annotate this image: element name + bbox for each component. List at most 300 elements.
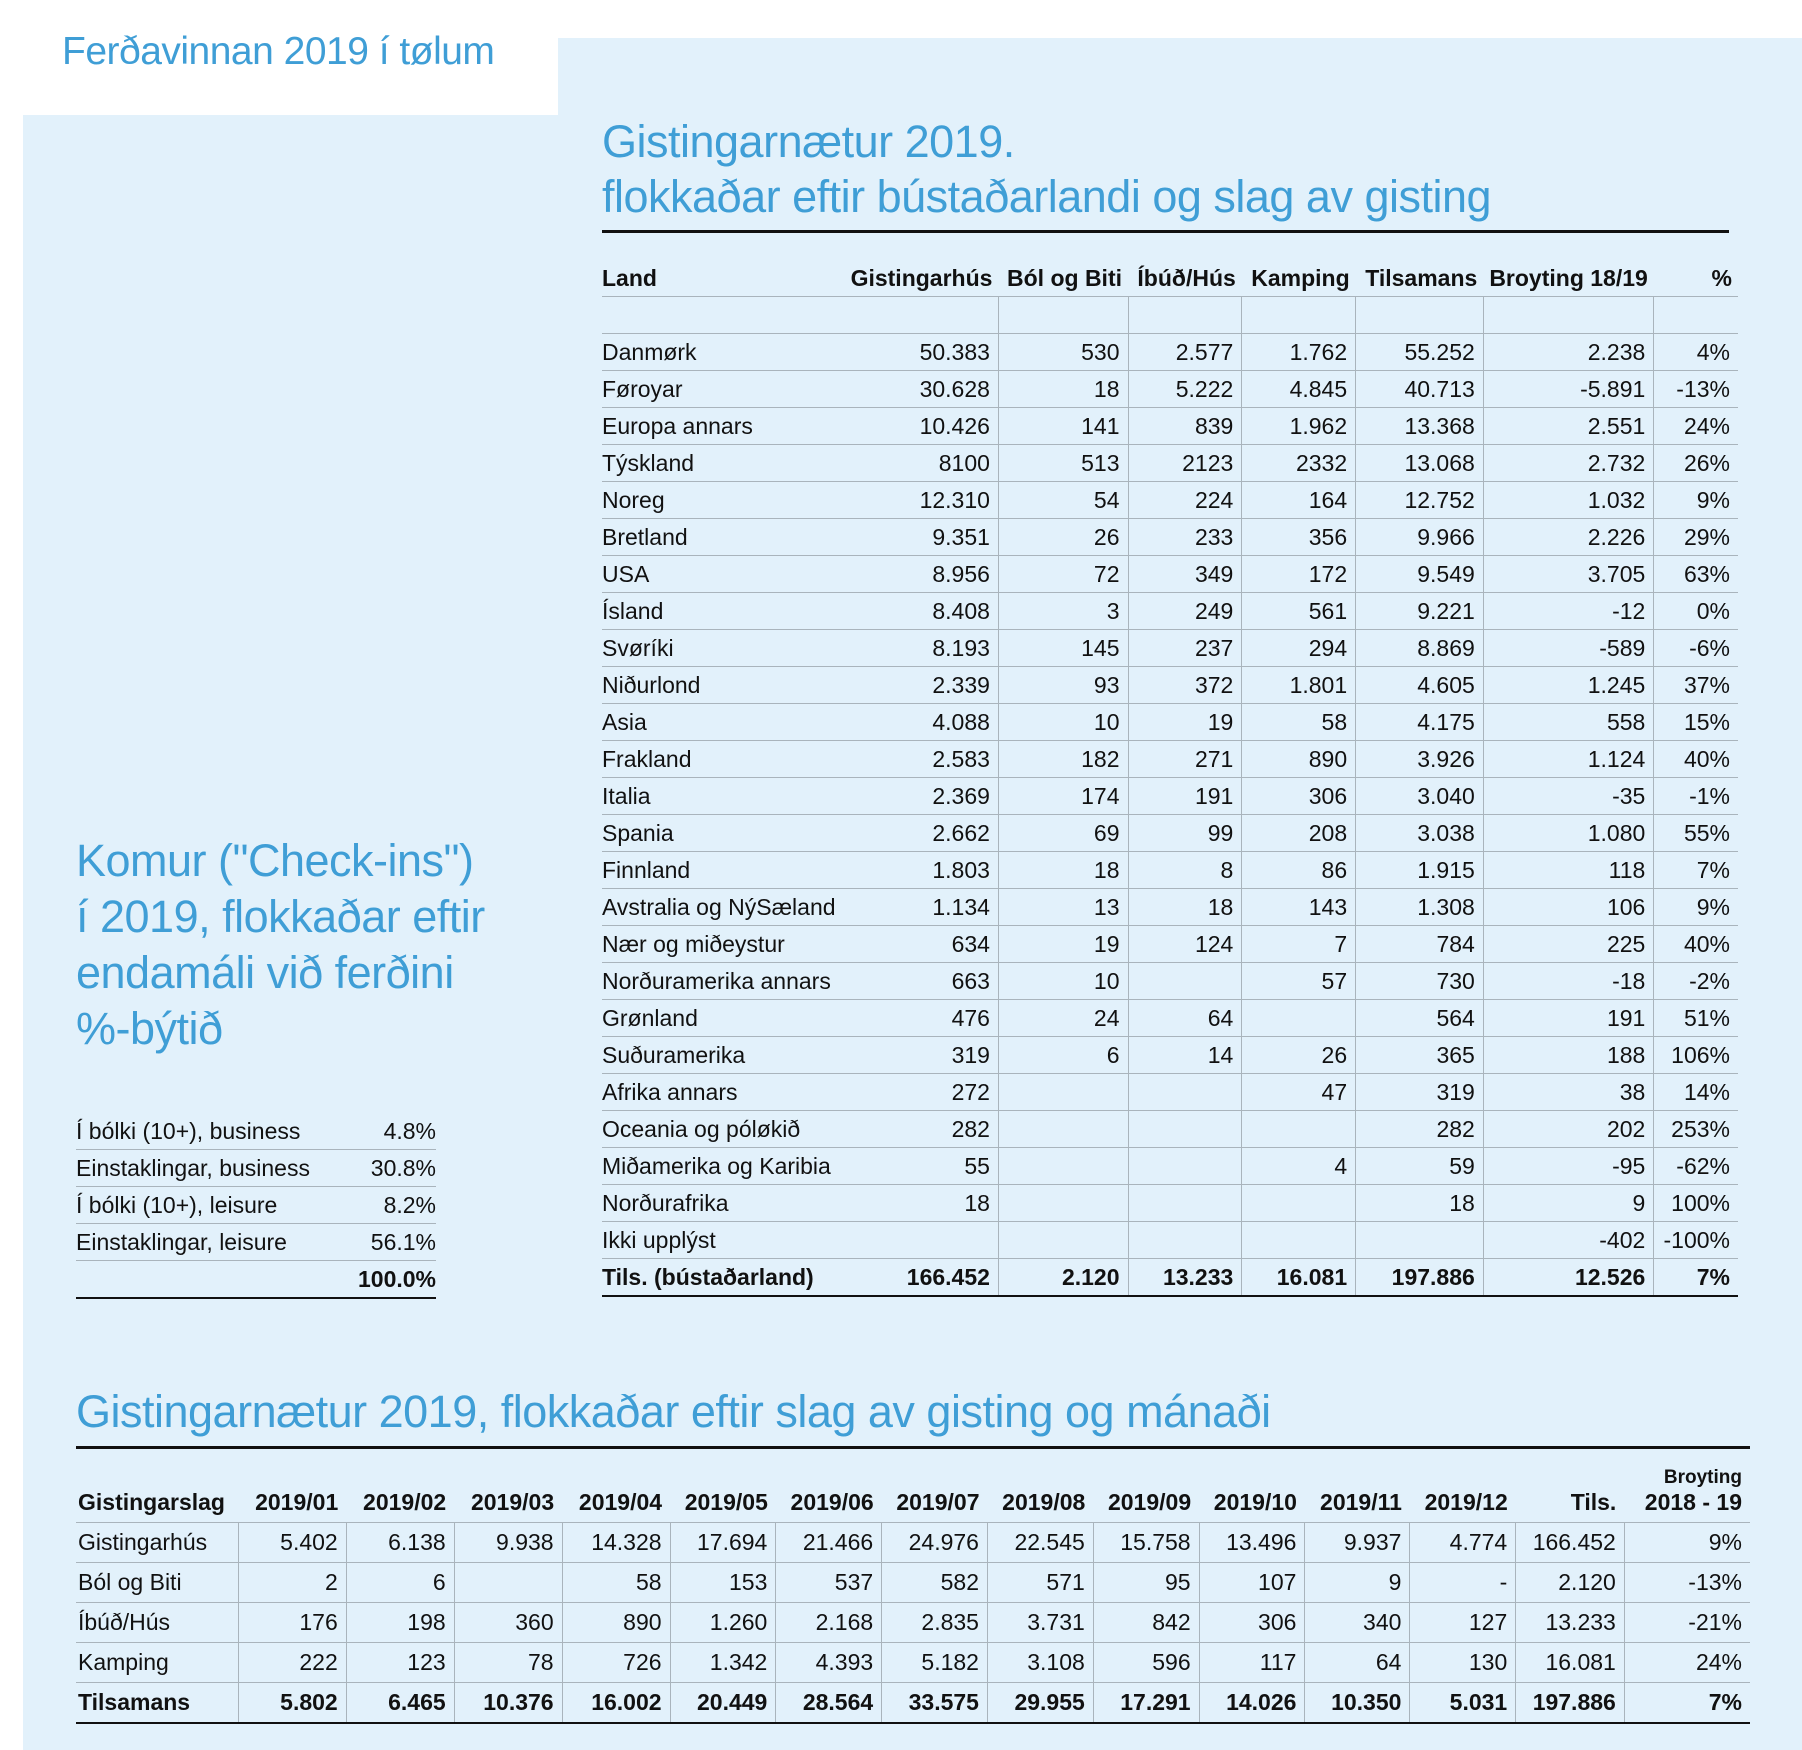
table3-col-header: 2019/06: [776, 1456, 882, 1523]
table1-value-cell: -2%: [1654, 963, 1738, 1000]
table1-value-cell: 93: [998, 667, 1128, 704]
table1-value-cell: -402: [1483, 1222, 1654, 1259]
table1-row: [602, 445, 1738, 482]
table1-row: [602, 519, 1738, 556]
table1-value-cell: 272: [844, 1074, 999, 1111]
table1-value-cell: 476: [844, 1000, 999, 1037]
table1-value-cell: [1242, 1000, 1356, 1037]
table3-value-cell: 5.031: [1410, 1683, 1516, 1724]
table2-label-cell: Einstaklingar, leisure: [76, 1224, 346, 1261]
table3-col-header: 2019/07: [882, 1456, 988, 1523]
table1-value-cell: 14%: [1654, 1074, 1738, 1111]
table3-value-cell: 16.081: [1516, 1643, 1625, 1683]
table1-value-cell: 561: [1242, 593, 1356, 630]
table1-row: [602, 889, 1738, 926]
table1-col-header: Gistingarhús: [844, 256, 999, 297]
table3-value-cell: 14.026: [1199, 1683, 1305, 1724]
table1-title-line1: Gistingarnætur 2019.: [602, 116, 1015, 167]
table1-country-cell: Grønland: [602, 1000, 844, 1037]
table1-value-cell: 106: [1483, 889, 1654, 926]
table1-value-cell: 47: [1242, 1074, 1356, 1111]
table1-value-cell: 890: [1242, 741, 1356, 778]
table1-value-cell: 182: [998, 741, 1128, 778]
table3-value-cell: 20.449: [670, 1683, 776, 1724]
table1-value-cell: 13.233: [1128, 1259, 1242, 1297]
table1-value-cell: [844, 1222, 999, 1259]
table1-value-cell: 99: [1128, 815, 1242, 852]
table1-value-cell: -1%: [1654, 778, 1738, 815]
table3-row: [76, 1643, 1750, 1683]
table3-value-cell: 1.260: [670, 1603, 776, 1643]
table1-value-cell: 372: [1128, 667, 1242, 704]
table3-value-cell: -13%: [1624, 1563, 1750, 1603]
table1-value-cell: -100%: [1654, 1222, 1738, 1259]
table2-title-line: endamáli við ferðini: [76, 947, 454, 998]
table3-total-row: [76, 1683, 1750, 1724]
table3-col-header: 2019/03: [454, 1456, 562, 1523]
table3-value-cell: 127: [1410, 1603, 1516, 1643]
table1-value-cell: 3: [998, 593, 1128, 630]
table1-value-cell: 57: [1242, 963, 1356, 1000]
table1-country-cell: Asia: [602, 704, 844, 741]
table1-value-cell: -589: [1483, 630, 1654, 667]
table3-type-cell: Gistingarhús: [76, 1523, 238, 1563]
table3-col-header: 2019/04: [562, 1456, 670, 1523]
table1-value-cell: 8100: [844, 445, 999, 482]
table1-value-cell: 124: [1128, 926, 1242, 963]
table3-value-cell: 24%: [1624, 1643, 1750, 1683]
table1-value-cell: 294: [1242, 630, 1356, 667]
table1-value-cell: [998, 1185, 1128, 1222]
table3-value-cell: 15.758: [1093, 1523, 1199, 1563]
table3-col-header: Gistingarslag: [76, 1456, 238, 1523]
table1-row: [602, 852, 1738, 889]
table3-change-header-line2: 2018 - 19: [1644, 1489, 1742, 1515]
table1-value-cell: 2123: [1128, 445, 1242, 482]
table1-value-cell: -13%: [1654, 371, 1738, 408]
table1-value-cell: 54: [998, 482, 1128, 519]
table3-title: Gistingarnætur 2019, flokkaðar eftir slag av gisting og mánaði: [76, 1386, 1271, 1437]
table3-value-cell: 582: [882, 1563, 988, 1603]
table3-header-row: [76, 1456, 1750, 1523]
table1-row: [602, 741, 1738, 778]
table3-value-cell: 6: [346, 1563, 454, 1603]
table1-country-cell: Týskland: [602, 445, 844, 482]
table1-value-cell: [1128, 1222, 1242, 1259]
table1-country-cell: Miðamerika og Karibia: [602, 1148, 844, 1185]
table1-value-cell: 7%: [1654, 852, 1738, 889]
table1-value-cell: 19: [1128, 704, 1242, 741]
table1-value-cell: 50.383: [844, 334, 999, 371]
table1-value-cell: 10: [998, 963, 1128, 1000]
table1-value-cell: -12: [1483, 593, 1654, 630]
table1-row: [602, 482, 1738, 519]
table2-value-cell: 30.8%: [346, 1150, 436, 1187]
table1-spacer-cell: [1356, 297, 1484, 334]
table1-row: [602, 1074, 1738, 1111]
table3-value-cell: 5.802: [238, 1683, 346, 1724]
table1-value-cell: 37%: [1654, 667, 1738, 704]
table1-value-cell: 3.038: [1356, 815, 1484, 852]
table1-value-cell: 1.124: [1483, 741, 1654, 778]
table1-value-cell: 64: [1128, 1000, 1242, 1037]
table3-value-cell: 13.233: [1516, 1603, 1625, 1643]
table1-value-cell: 86: [1242, 852, 1356, 889]
table1-value-cell: 365: [1356, 1037, 1484, 1074]
table1-value-cell: 191: [1483, 1000, 1654, 1037]
table1-value-cell: 9.351: [844, 519, 999, 556]
table3-value-cell: 4.393: [776, 1643, 882, 1683]
table1-value-cell: 202: [1483, 1111, 1654, 1148]
table1-value-cell: 2332: [1242, 445, 1356, 482]
table1-country-cell: Noreg: [602, 482, 844, 519]
table3-col-header: 2019/01: [238, 1456, 346, 1523]
table1-value-cell: 13.368: [1356, 408, 1484, 445]
table3-col-header: 2019/05: [670, 1456, 776, 1523]
table1-value-cell: 8.193: [844, 630, 999, 667]
table3-value-cell: 16.002: [562, 1683, 670, 1724]
table1-header-row: [602, 256, 1738, 297]
table1-value-cell: 1.308: [1356, 889, 1484, 926]
table1-value-cell: 145: [998, 630, 1128, 667]
table1-value-cell: 3.040: [1356, 778, 1484, 815]
table1-value-cell: -62%: [1654, 1148, 1738, 1185]
table3-type-cell: Tilsamans: [76, 1683, 238, 1724]
table3-value-cell: 78: [454, 1643, 562, 1683]
table1-col-header: Ból og Biti: [998, 256, 1128, 297]
table1-value-cell: 1.245: [1483, 667, 1654, 704]
table1-spacer-cell: [602, 297, 844, 334]
table2-value-cell: 4.8%: [346, 1113, 436, 1150]
table1-value-cell: 319: [1356, 1074, 1484, 1111]
table1-value-cell: 55.252: [1356, 334, 1484, 371]
table1-value-cell: 1.032: [1483, 482, 1654, 519]
table3-value-cell: 4.774: [1410, 1523, 1516, 1563]
table3-value-cell: 726: [562, 1643, 670, 1683]
table1-value-cell: 253%: [1654, 1111, 1738, 1148]
table1-value-cell: 3.705: [1483, 556, 1654, 593]
table3-value-cell: 9%: [1624, 1523, 1750, 1563]
table1-value-cell: 2.369: [844, 778, 999, 815]
table3-value-cell: 890: [562, 1603, 670, 1643]
table1-value-cell: 24: [998, 1000, 1128, 1037]
table1-country-cell: Europa annars: [602, 408, 844, 445]
table1-value-cell: [1242, 1111, 1356, 1148]
table1-overnight-stays-by-country: [602, 256, 1738, 1297]
page-header-title: Ferðavinnan 2019 í tølum: [62, 30, 495, 73]
table1-col-header: Tilsamans: [1356, 256, 1484, 297]
table1-value-cell: 18: [844, 1185, 999, 1222]
table2-title: [76, 833, 536, 1057]
table1-value-cell: [1128, 1185, 1242, 1222]
table3-value-cell: [454, 1563, 562, 1603]
table1-value-cell: -95: [1483, 1148, 1654, 1185]
table1-value-cell: [998, 1148, 1128, 1185]
table1-value-cell: 59: [1356, 1148, 1484, 1185]
table2-label-cell: Í bólki (10+), business: [76, 1113, 346, 1150]
table1-value-cell: -18: [1483, 963, 1654, 1000]
table1-col-header: Kamping: [1242, 256, 1356, 297]
table1-value-cell: 164: [1242, 482, 1356, 519]
table2-label-cell: Í bólki (10+), leisure: [76, 1187, 346, 1224]
table3-value-cell: 123: [346, 1643, 454, 1683]
table1-value-cell: 69: [998, 815, 1128, 852]
table1-row: [602, 334, 1738, 371]
table1-value-cell: 4.175: [1356, 704, 1484, 741]
table1-value-cell: 7%: [1654, 1259, 1738, 1297]
table1-country-cell: Danmørk: [602, 334, 844, 371]
table3-value-cell: 306: [1199, 1603, 1305, 1643]
table1-value-cell: 14: [1128, 1037, 1242, 1074]
table2-row: [76, 1113, 436, 1150]
table1-value-cell: 191: [1128, 778, 1242, 815]
table1-value-cell: [1356, 1222, 1484, 1259]
table1-value-cell: 26%: [1654, 445, 1738, 482]
table1-row: [602, 408, 1738, 445]
table1-title: [602, 114, 1752, 224]
table3-value-cell: -21%: [1624, 1603, 1750, 1643]
table1-value-cell: 2.551: [1483, 408, 1654, 445]
table3-value-cell: 22.545: [987, 1523, 1093, 1563]
table3-value-cell: -: [1410, 1563, 1516, 1603]
table3-value-cell: 6.138: [346, 1523, 454, 1563]
table1-country-cell: Frakland: [602, 741, 844, 778]
table1-value-cell: 282: [844, 1111, 999, 1148]
table1-value-cell: 29%: [1654, 519, 1738, 556]
table3-value-cell: 28.564: [776, 1683, 882, 1724]
table1-spacer-cell: [1483, 297, 1654, 334]
table2-row: [76, 1150, 436, 1187]
table1-row: [602, 704, 1738, 741]
table2-row: [76, 1224, 436, 1261]
table1-country-cell: Svøríki: [602, 630, 844, 667]
table1-spacer-cell: [1128, 297, 1242, 334]
table1-value-cell: 18: [998, 852, 1128, 889]
table1-value-cell: 5.222: [1128, 371, 1242, 408]
table1-value-cell: 564: [1356, 1000, 1484, 1037]
table2-checkins-by-purpose: [76, 1113, 436, 1299]
table1-country-cell: Norðuramerika annars: [602, 963, 844, 1000]
table1-value-cell: 2.339: [844, 667, 999, 704]
table1-country-cell: Nær og miðeystur: [602, 926, 844, 963]
table1-row: [602, 1185, 1738, 1222]
table1-value-cell: 6: [998, 1037, 1128, 1074]
table1-country-cell: Niðurlond: [602, 667, 844, 704]
table1-value-cell: 1.080: [1483, 815, 1654, 852]
table1-value-cell: 13: [998, 889, 1128, 926]
table1-value-cell: 15%: [1654, 704, 1738, 741]
table1-value-cell: 839: [1128, 408, 1242, 445]
table1-value-cell: 9.549: [1356, 556, 1484, 593]
table1-row: [602, 556, 1738, 593]
table1-value-cell: 282: [1356, 1111, 1484, 1148]
table3-col-header: Tils.: [1516, 1456, 1625, 1523]
table1-row: [602, 1000, 1738, 1037]
table1-row: [602, 630, 1738, 667]
table1-value-cell: [1242, 1222, 1356, 1259]
table1-row: [602, 815, 1738, 852]
table1-country-cell: Spania: [602, 815, 844, 852]
table1-value-cell: 2.662: [844, 815, 999, 852]
table3-value-cell: 6.465: [346, 1683, 454, 1724]
table3-col-header: 2019/12: [1410, 1456, 1516, 1523]
table1-value-cell: 26: [1242, 1037, 1356, 1074]
table3-col-header-change: [1624, 1456, 1750, 1523]
table1-row: [602, 1111, 1738, 1148]
table3-col-header: 2019/09: [1093, 1456, 1199, 1523]
table1-value-cell: 2.732: [1483, 445, 1654, 482]
table1-value-cell: 1.915: [1356, 852, 1484, 889]
table1-value-cell: 8: [1128, 852, 1242, 889]
table3-value-cell: 3.731: [987, 1603, 1093, 1643]
table1-value-cell: 271: [1128, 741, 1242, 778]
table1-value-cell: 12.310: [844, 482, 999, 519]
table3-col-header: 2019/10: [1199, 1456, 1305, 1523]
table1-country-cell: Suðuramerika: [602, 1037, 844, 1074]
table1-value-cell: 58: [1242, 704, 1356, 741]
table1-total-row: [602, 1259, 1738, 1297]
table3-value-cell: 222: [238, 1643, 346, 1683]
table3-value-cell: 198: [346, 1603, 454, 1643]
table1-value-cell: 10.426: [844, 408, 999, 445]
table1-value-cell: [998, 1222, 1128, 1259]
table1-value-cell: [998, 1111, 1128, 1148]
table1-value-cell: 2.226: [1483, 519, 1654, 556]
table1-value-cell: 12.752: [1356, 482, 1484, 519]
table1-value-cell: 356: [1242, 519, 1356, 556]
table1-value-cell: [1128, 1111, 1242, 1148]
table1-value-cell: 4%: [1654, 334, 1738, 371]
table1-value-cell: 0%: [1654, 593, 1738, 630]
table1-row: [602, 963, 1738, 1000]
table1-value-cell: 1.801: [1242, 667, 1356, 704]
table1-value-cell: 306: [1242, 778, 1356, 815]
table1-value-cell: 174: [998, 778, 1128, 815]
table1-value-cell: 634: [844, 926, 999, 963]
table1-value-cell: 2.238: [1483, 334, 1654, 371]
table3-value-cell: 5.182: [882, 1643, 988, 1683]
table1-country-cell: Finnland: [602, 852, 844, 889]
table1-country-cell: Ísland: [602, 593, 844, 630]
table3-type-cell: Íbúð/Hús: [76, 1603, 238, 1643]
table1-value-cell: 1.134: [844, 889, 999, 926]
table3-value-cell: 176: [238, 1603, 346, 1643]
table3-value-cell: 571: [987, 1563, 1093, 1603]
table3-value-cell: 130: [1410, 1643, 1516, 1683]
table1-country-cell: Tils. (bústaðarland): [602, 1259, 844, 1297]
table2-value-cell: 100.0%: [346, 1261, 436, 1299]
table3-value-cell: 2: [238, 1563, 346, 1603]
table1-row: [602, 1148, 1738, 1185]
table2-value-cell: 8.2%: [346, 1187, 436, 1224]
table1-col-header: Íbúð/Hús: [1128, 256, 1242, 297]
table3-value-cell: 3.108: [987, 1643, 1093, 1683]
table1-value-cell: [1128, 1074, 1242, 1111]
table3-value-cell: 33.575: [882, 1683, 988, 1724]
table1-value-cell: [1128, 1148, 1242, 1185]
table3-value-cell: 107: [1199, 1563, 1305, 1603]
table3-value-cell: 29.955: [987, 1683, 1093, 1724]
table1-value-cell: 4: [1242, 1148, 1356, 1185]
table3-value-cell: 21.466: [776, 1523, 882, 1563]
table1-title-line2: flokkaðar eftir bústaðarlandi og slag av gisting: [602, 171, 1492, 222]
table1-row: [602, 371, 1738, 408]
table3-value-cell: 17.291: [1093, 1683, 1199, 1724]
table3-value-cell: 9: [1305, 1563, 1410, 1603]
table1-value-cell: 197.886: [1356, 1259, 1484, 1297]
table3-value-cell: 64: [1305, 1643, 1410, 1683]
table1-value-cell: 100%: [1654, 1185, 1738, 1222]
table3-col-header: 2019/02: [346, 1456, 454, 1523]
table3-value-cell: 10.350: [1305, 1683, 1410, 1724]
table1-value-cell: 9.966: [1356, 519, 1484, 556]
table2-title-line: í 2019, flokkaðar eftir: [76, 891, 485, 942]
table1-value-cell: 51%: [1654, 1000, 1738, 1037]
table1-value-cell: 63%: [1654, 556, 1738, 593]
table3-type-cell: Ból og Biti: [76, 1563, 238, 1603]
table1-value-cell: 18: [1356, 1185, 1484, 1222]
table1-row: [602, 926, 1738, 963]
table1-value-cell: 9.221: [1356, 593, 1484, 630]
table1-value-cell: 663: [844, 963, 999, 1000]
table3-value-cell: 24.976: [882, 1523, 988, 1563]
table1-value-cell: 208: [1242, 815, 1356, 852]
table3-value-cell: 166.452: [1516, 1523, 1625, 1563]
table2-value-cell: 56.1%: [346, 1224, 436, 1261]
table1-value-cell: 730: [1356, 963, 1484, 1000]
table1-country-cell: USA: [602, 556, 844, 593]
table2-row: [76, 1187, 436, 1224]
table1-value-cell: [998, 1074, 1128, 1111]
table1-country-cell: Oceania og póløkið: [602, 1111, 844, 1148]
table2-title-line: Komur ("Check-ins"): [76, 835, 474, 886]
table1-value-cell: 349: [1128, 556, 1242, 593]
table1-value-cell: 40.713: [1356, 371, 1484, 408]
table1-value-cell: 319: [844, 1037, 999, 1074]
table1-value-cell: 784: [1356, 926, 1484, 963]
table1-spacer-cell: [844, 297, 999, 334]
table1-value-cell: 12.526: [1483, 1259, 1654, 1297]
table1-value-cell: 2.583: [844, 741, 999, 778]
table3-value-cell: 9.938: [454, 1523, 562, 1563]
table3-value-cell: 2.168: [776, 1603, 882, 1643]
table1-value-cell: 40%: [1654, 926, 1738, 963]
table1-value-cell: 7: [1242, 926, 1356, 963]
table1-row: [602, 1037, 1738, 1074]
table1-country-cell: Ikki upplýst: [602, 1222, 844, 1259]
table1-value-cell: 9%: [1654, 482, 1738, 519]
table1-value-cell: 225: [1483, 926, 1654, 963]
table1-value-cell: [1242, 1185, 1356, 1222]
table1-spacer-cell: [998, 297, 1128, 334]
table1-value-cell: 4.605: [1356, 667, 1484, 704]
table3-value-cell: 2.120: [1516, 1563, 1625, 1603]
table1-country-cell: Avstralia og NýSæland: [602, 889, 844, 926]
table1-row: [602, 593, 1738, 630]
table1-row: [602, 667, 1738, 704]
table1-value-cell: 9%: [1654, 889, 1738, 926]
table3-value-cell: 1.342: [670, 1643, 776, 1683]
table1-value-cell: 9: [1483, 1185, 1654, 1222]
table1-col-header: Broyting 18/19: [1483, 256, 1654, 297]
table3-col-header: 2019/08: [987, 1456, 1093, 1523]
table1-country-cell: Norðurafrika: [602, 1185, 844, 1222]
table1-value-cell: 18: [998, 371, 1128, 408]
table1-value-cell: 1.803: [844, 852, 999, 889]
table1-spacer-cell: [1654, 297, 1738, 334]
content-panel-top: [558, 38, 1802, 118]
table1-country-cell: Bretland: [602, 519, 844, 556]
